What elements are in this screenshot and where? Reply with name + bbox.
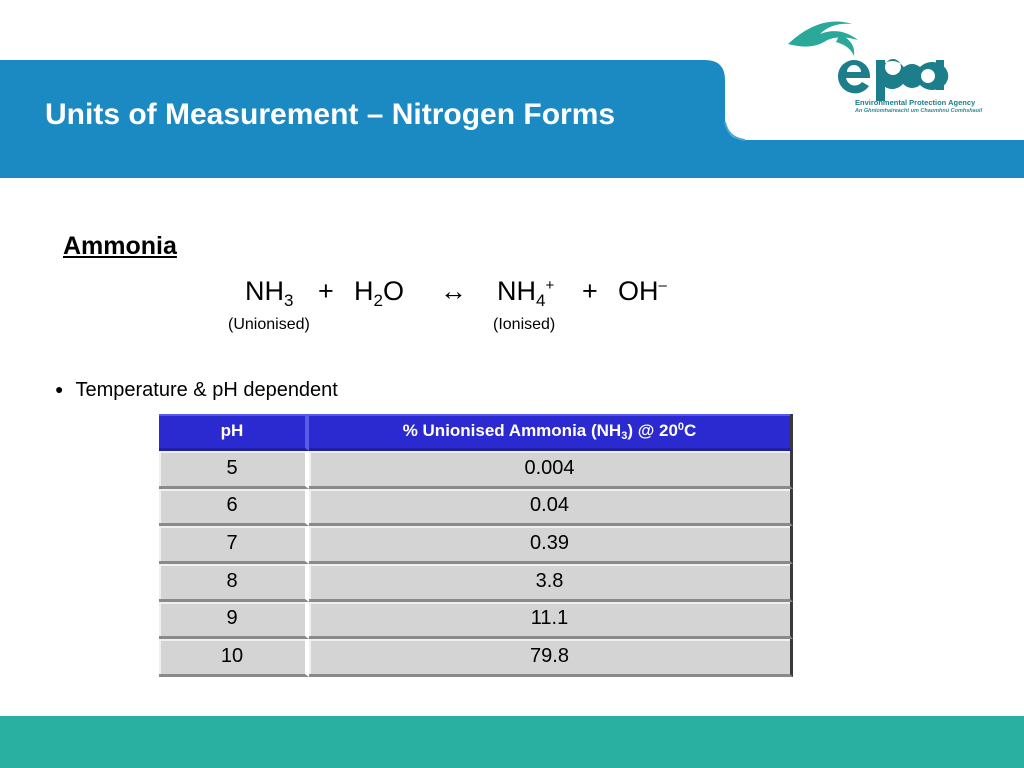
table-row	[159, 639, 793, 677]
cell-ph: 10	[159, 639, 309, 677]
chemical-equation	[0, 276, 1024, 316]
bullet-text: Temperature & pH dependent	[75, 379, 338, 401]
equilibrium-arrow: ↔	[440, 276, 467, 306]
product-nh4: $NH_4^+$	[497, 276, 555, 310]
slide-title: Units of Measurement – Nitrogen Forms	[45, 98, 616, 131]
header-ph: pH	[159, 414, 309, 451]
label-unionised: (Unionised)	[228, 316, 310, 333]
plus-sign: +	[582, 276, 598, 306]
table-row	[159, 451, 793, 489]
header-unionised-pct: % Unionised Ammonia $(NH_3)$ @ $20^0C$	[309, 414, 793, 451]
table-row	[159, 564, 793, 602]
epa-wordmark	[838, 59, 948, 101]
cell-pct: 0.004	[309, 451, 793, 489]
bullet-item	[55, 379, 338, 402]
bullet-dot-icon: ●	[55, 381, 64, 397]
footer-band	[0, 716, 1024, 768]
reactant-h2o: $H_2O$	[354, 276, 404, 310]
section-heading: Ammonia	[63, 232, 177, 260]
reactant-nh3: $NH_3$	[245, 276, 294, 310]
logo-agency-text	[855, 98, 982, 116]
agency-name: Environmental Protection Agency	[855, 98, 976, 107]
table-row	[159, 526, 793, 564]
table-row	[159, 602, 793, 640]
cell-pct: 11.1	[309, 602, 793, 640]
cell-pct: 3.8	[309, 564, 793, 602]
plus-sign: +	[318, 276, 334, 306]
cell-ph: 8	[159, 564, 309, 602]
cell-pct: 0.39	[309, 526, 793, 564]
cell-ph: 6	[159, 489, 309, 527]
cell-ph: 7	[159, 526, 309, 564]
label-ionised: (Ionised)	[493, 316, 556, 333]
table-header-row	[159, 414, 793, 451]
swoosh-icon	[788, 22, 858, 57]
cell-ph: 5	[159, 451, 309, 489]
table-row	[159, 489, 793, 527]
agency-name-irish: An Ghníomhaireacht um Chaomhnú Comhshaoil	[855, 108, 983, 114]
cell-pct: 0.04	[309, 489, 793, 527]
cell-ph: 9	[159, 602, 309, 640]
product-oh: OH–	[618, 276, 667, 306]
ammonia-table	[159, 414, 793, 677]
cell-pct: 79.8	[309, 639, 793, 677]
